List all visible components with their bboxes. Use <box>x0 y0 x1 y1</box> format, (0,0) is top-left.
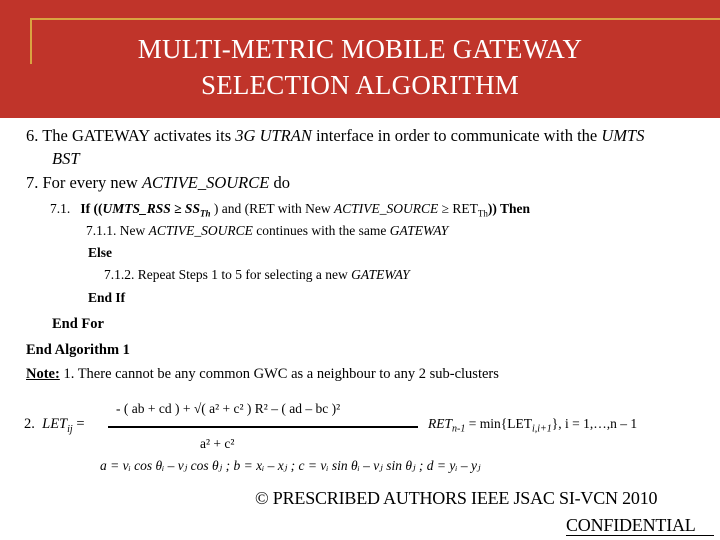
step-7-1-1-line: 7.1.1. New ACTIVE_SOURCE continues with the same GATEWAY <box>86 223 449 238</box>
fraction-bar <box>108 426 418 428</box>
confidential-footer: CONFIDENTIAL <box>566 515 696 535</box>
slide-title-line-1: MULTI-METRIC MOBILE GATEWAY <box>137 34 583 64</box>
formula-lhs: 2. $LET_{ij}$ = <box>24 416 85 435</box>
end-if-keyword: End If <box>88 290 126 305</box>
step-6-line: 6. The GATEWAY activates its 3G UTRAN interface in order to communicate with the UMTS <box>26 126 645 145</box>
copyright-footer: © PRESCRIBED AUTHORS IEEE JSAC SI-VCN 2010 <box>255 488 658 508</box>
step-7-line: 7. For every new ACTIVE_SOURCE do <box>26 173 290 192</box>
else-keyword: Else <box>88 245 113 260</box>
title-banner <box>0 0 720 118</box>
confidential-underline <box>566 535 714 536</box>
ret-formula: $RET_{n-1} = \min\{LET_{i,i+1}\}$, i = 1,…,n – 1 <box>428 416 638 435</box>
note-line: Note: 1. There cannot be any common GWC as a neighbour to any 2 sub-clusters <box>26 366 499 382</box>
title-frame-top-line <box>30 18 720 20</box>
end-algorithm-line: End Algorithm 1 <box>26 342 130 358</box>
formula-numerator: - ( ab + cd ) + √( a² + c² ) R² – ( ad – bc )² <box>116 401 341 416</box>
step-7-1-line: 7.1. If ((UMTS_RSS ≥ $SS_{Th}$ ) and (RET with New ACTIVE_SOURCE ≥ $RET_{Th}$)) Then <box>50 201 530 219</box>
variable-definitions: a = vᵢ cos θᵢ – vⱼ cos θⱼ ; b = xᵢ – xⱼ ; c = vᵢ sin θᵢ – vⱼ sin θⱼ ; d = yᵢ – yⱼ <box>100 458 481 473</box>
formula-denominator: a² + c² <box>200 436 235 451</box>
step-6-continuation: BST <box>52 149 80 168</box>
end-for-keyword: End For <box>52 316 104 332</box>
slide-title-line-2: SELECTION ALGORITHM <box>200 70 520 100</box>
step-7-1-2-line: 7.1.2. Repeat Steps 1 to 5 for selecting a new GATEWAY <box>104 267 410 282</box>
